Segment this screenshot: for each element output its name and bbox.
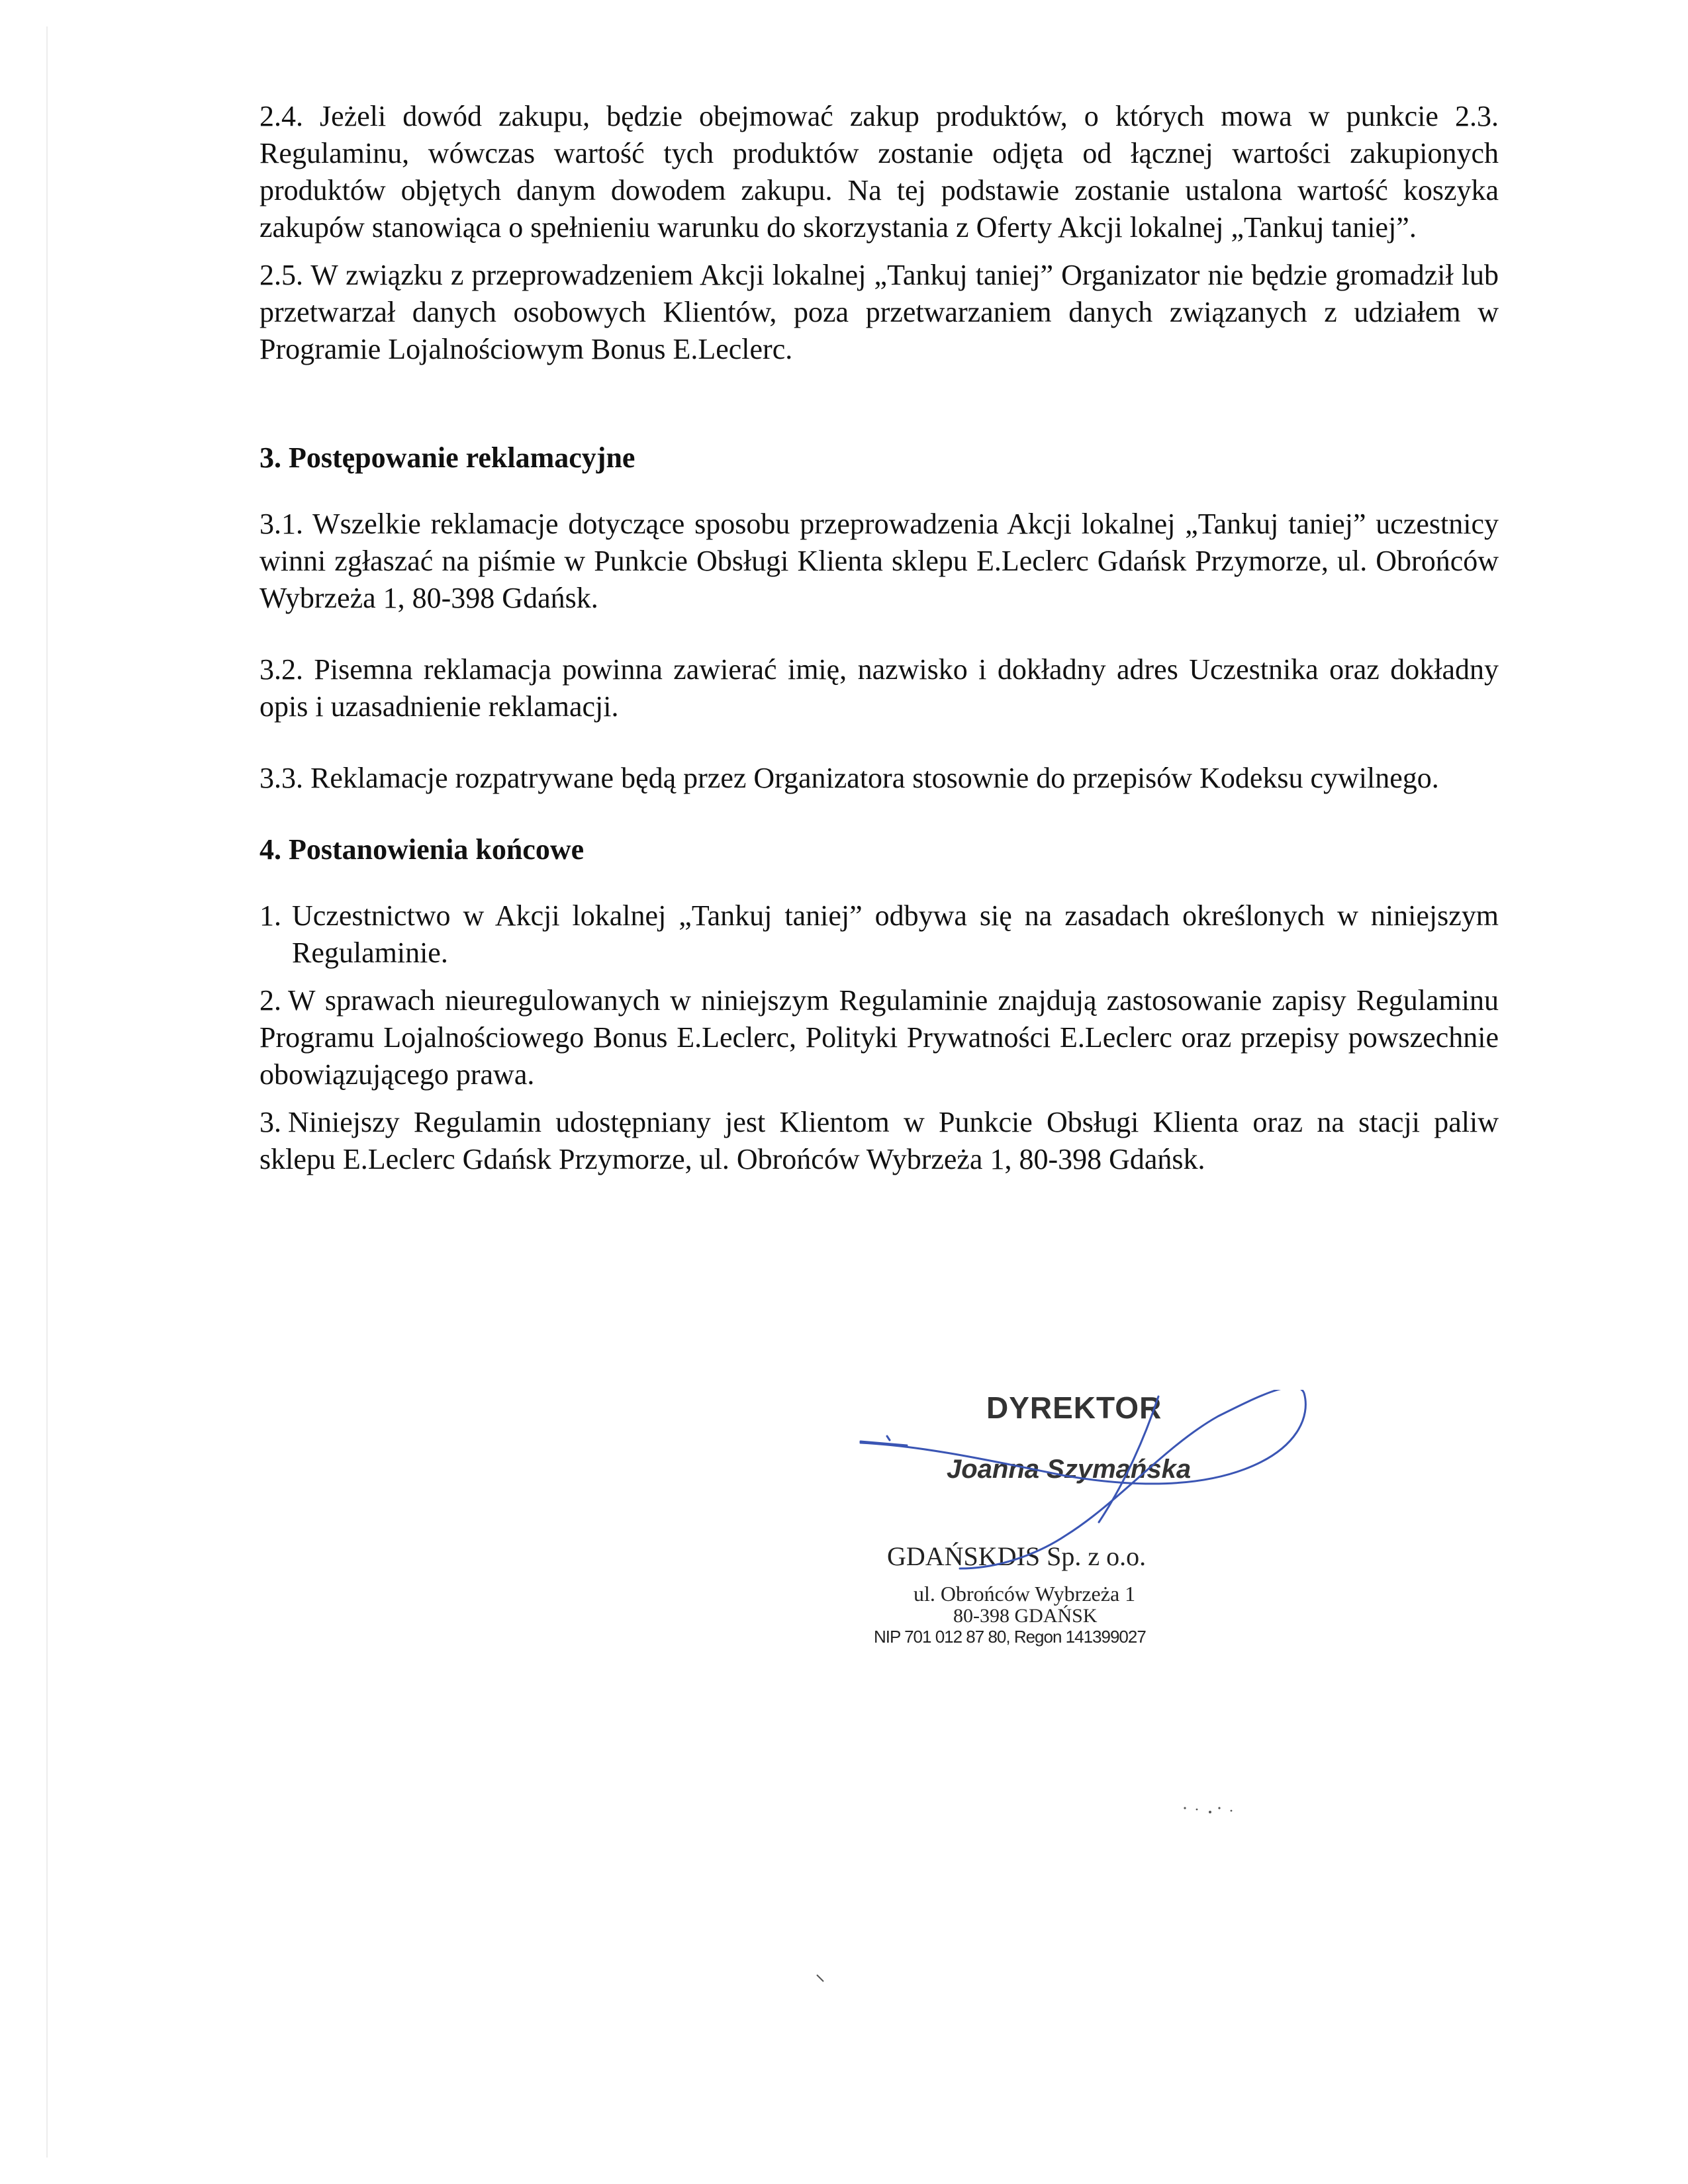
list-number: 2. <box>259 984 281 1017</box>
document-body <box>259 98 1499 1178</box>
list-text: Uczestnictwo w Akcji lokalnej „Tankuj taniej” odbywa się na zasadach określonych w niniejszym Regulaminie. <box>292 899 1499 969</box>
list-number: 1. <box>259 899 281 932</box>
section-3-heading: 3. Postępowanie reklamacyjne <box>259 441 635 474</box>
scan-speckles <box>1178 1800 1258 1820</box>
stamp-title: DYREKTOR <box>986 1390 1162 1425</box>
stamp-city: 80-398 GDAŃSK <box>953 1605 1098 1627</box>
list-text: Niniejszy Regulamin udostępniany jest Klientom w Punkcie Obsługi Klienta oraz na stacji paliw sklepu E.Leclerc Gdańsk Przymorze, ul. Obrońców Wybrzeża 1, 80-398 Gdańsk. <box>259 1106 1499 1175</box>
paragraph-3-3: 3.3. Reklamacje rozpatrywane będą przez Organizatora stosownie do przepisów Kodeksu cywilnego. <box>259 762 1439 794</box>
final-provision-1 <box>259 897 1499 972</box>
paragraph-3-2: 3.2. Pisemna reklamacja powinna zawierać imię, nazwisko i dokładny adres Uczestnika oraz dokładny opis i uzasadnienie reklamacji. <box>259 653 1499 723</box>
paragraph-2-4: 2.4. Jeżeli dowód zakupu, będzie obejmować zakup produktów, o których mowa w punkcie 2.3. Regulaminu, wówczas wartość tych produktów zostanie odjęta od łącznej wartości zakupionych produktów objętych danym dowodem zakupu. Na tej podstawie zostanie ustalona wartość koszyka zakupów stanowiąca o spełnieniu warunku do skorzystania z Oferty Akcji lokalnej „Tankuj taniej”. <box>259 100 1499 244</box>
stamp-company: GDAŃSKDIS Sp. z o.o. <box>887 1541 1147 1571</box>
scan-mark <box>814 1972 827 1985</box>
company-stamp <box>847 1390 1350 1681</box>
list-number: 3. <box>259 1106 281 1138</box>
stamp-tax-ids: NIP 701 012 87 80, Regon 141399027 <box>874 1627 1146 1647</box>
paragraph-3-1: 3.1. Wszelkie reklamacje dotyczące sposobu przeprowadzenia Akcji lokalnej „Tankuj taniej” uczestnicy winni zgłaszać na piśmie w Punkcie Obsługi Klienta sklepu E.Leclerc Gdańsk Przymorze, ul. Obrońców Wybrzeża 1, 80-398 Gdańsk. <box>259 508 1499 614</box>
section-4-heading: 4. Postanowienia końcowe <box>259 833 585 866</box>
final-provision-3 <box>259 1104 1499 1178</box>
final-provision-2 <box>259 982 1499 1093</box>
stamp-street: ul. Obrońców Wybrzeża 1 <box>914 1582 1136 1606</box>
list-text: W sprawach nieuregulowanych w niniejszym Regulaminie znajdują zastosowanie zapisy Regulaminu Programu Lojalnościowego Bonus E.Leclerc, Polityki Prywatności E.Leclerc oraz przepisy powszechnie obowiązującego prawa. <box>259 984 1499 1091</box>
paragraph-2-5: 2.5. W związku z przeprowadzeniem Akcji lokalnej „Tankuj taniej” Organizator nie będzie gromadził lub przetwarzał danych osobowych Klientów, poza przetwarzaniem danych związanych z udziałem w Programie Lojalnościowym Bonus E.Leclerc. <box>259 259 1499 365</box>
scan-edge <box>46 26 48 2158</box>
stamp-name: Joanna Szymańska <box>947 1455 1192 1484</box>
